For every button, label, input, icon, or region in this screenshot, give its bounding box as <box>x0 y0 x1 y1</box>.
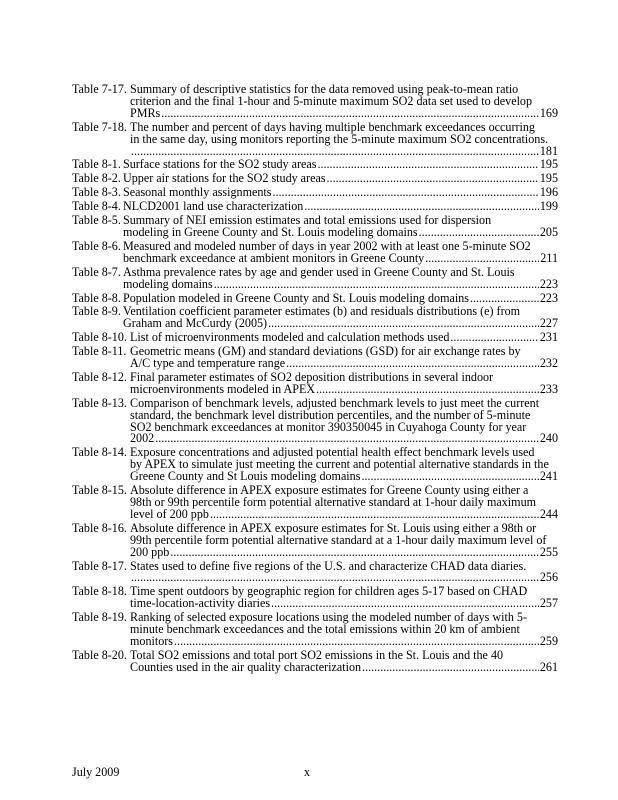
leader-dots <box>327 173 539 185</box>
toc-entry[interactable] <box>72 485 558 521</box>
toc-entry-text: NLCD2001 land use characterization <box>123 199 304 214</box>
toc-entry-page: 169 <box>539 105 558 120</box>
leader-dots <box>450 332 538 344</box>
leader-dots <box>271 598 539 610</box>
toc-entry-label: Table 8-2. <box>72 171 121 186</box>
toc-entry-label: Table 7-17. <box>72 82 127 96</box>
toc-entry-line <box>130 105 558 120</box>
toc-entry-page: 181 <box>539 143 558 158</box>
toc-entry-page: 259 <box>539 633 558 648</box>
toc-entry-page: 257 <box>539 596 558 611</box>
toc-entry-page: 244 <box>539 506 558 521</box>
leader-dots <box>362 662 539 674</box>
toc-entry[interactable] <box>72 84 558 120</box>
toc-entry-label: Table 8-20. <box>72 647 127 662</box>
toc-entry-label: Table 8-9. <box>72 304 121 319</box>
toc-entry-page: 196 <box>539 185 558 200</box>
toc-entry-text: Final parameter estimates of SO2 deposition distributions in several indoor <box>130 369 494 384</box>
toc-entry[interactable] <box>72 612 558 648</box>
leader-dots <box>268 318 539 330</box>
toc-entry-line <box>130 598 558 610</box>
toc-entry-text: 200 ppb <box>130 544 170 559</box>
toc-entry-text: modeling domains <box>123 276 213 291</box>
toc-entry-line <box>130 572 558 584</box>
toc-entry-line <box>130 93 558 108</box>
toc-entry-text: Absolute difference in APEX exposure estimates for Greene County using either a <box>130 483 529 498</box>
toc-entry-page: 195 <box>539 157 558 172</box>
toc-entry[interactable] <box>72 290 558 305</box>
toc-entry-text: monitors <box>130 633 174 648</box>
toc-entry-text: PMRs <box>130 105 161 120</box>
toc-entry-text: The number and percent of days having multiple benchmark exceedances occurring <box>130 119 535 134</box>
toc-entry-line <box>130 419 558 434</box>
toc-entry[interactable] <box>72 119 558 158</box>
toc-entry-label: Table 8-13. <box>72 395 127 410</box>
toc-entry-text: Counties used in the air quality characterization <box>130 659 362 674</box>
toc-entry-line <box>130 358 558 370</box>
toc-entry-line <box>130 532 558 547</box>
toc-entry-text: Upper air stations for the SO2 study areas <box>123 171 326 186</box>
toc-entry-text: minute benchmark exceedances and the total emissions within 20 km of ambient <box>130 622 520 637</box>
toc-entry-page: 241 <box>539 469 558 484</box>
toc-entry-text: List of microenvironments modeled and calculation methods used <box>130 330 450 345</box>
toc-entry-text: A/C type and temperature range <box>130 356 286 371</box>
toc-entry-line <box>123 187 558 199</box>
toc-entry-line <box>130 471 558 483</box>
toc-entry-text: Measured and modeled number of days in year 2002 with at least one 5-minute SO2 <box>123 238 531 253</box>
toc-entry-line <box>123 201 558 213</box>
toc-entry-text: Graham and McCurdy (2005) <box>123 316 268 331</box>
toc-entry-line <box>130 558 558 573</box>
toc-entry-label: Table 8-7. <box>72 264 121 279</box>
footer-page-number: x <box>304 765 311 779</box>
toc-entry-line <box>123 159 558 171</box>
toc-entry-label: Table 8-18. <box>72 584 127 599</box>
leader-dots <box>304 201 539 213</box>
toc-entry-text: 98th or 99th percentile form potential alternative standard at 1-hour daily maximum <box>130 495 537 509</box>
toc-entry-page: 205 <box>539 224 558 239</box>
toc-entry-text: modeling in Greene County and St. Louis modeling domains <box>123 224 418 239</box>
toc-entry-line <box>123 290 558 305</box>
toc-entry-text: 99th percentile form potential alternative standard at a 1-hour daily maximum level of <box>130 532 547 547</box>
toc-entry-text: Comparison of benchmark levels, adjusted benchmark levels to just meet the current <box>130 395 540 410</box>
toc-entry[interactable] <box>72 306 558 330</box>
toc-entry-line <box>130 544 558 559</box>
toc-entry-line <box>123 250 558 265</box>
toc-entry-text: microenvironments modeled in APEX <box>130 381 316 396</box>
toc-entry[interactable] <box>72 346 558 370</box>
toc-entry-page: 211 <box>540 250 558 265</box>
toc-entry-page: 240 <box>539 431 558 446</box>
toc-entry[interactable] <box>72 369 558 396</box>
toc-entry-label: Table 8-4. <box>72 199 121 214</box>
toc-entry-line <box>130 506 558 521</box>
toc-entry[interactable] <box>72 264 558 291</box>
toc-entry[interactable] <box>72 215 558 239</box>
toc-entry-label: Table 8-5. <box>72 213 121 228</box>
leader-dots <box>361 471 538 483</box>
toc-entry-label: Table 8-1. <box>72 157 121 172</box>
toc-entry-page: 227 <box>539 316 558 331</box>
toc-entry-text: in the same day, using monitors reporting the 5-minute maximum SO2 concentrations. <box>130 131 549 146</box>
toc-entry[interactable] <box>72 187 558 199</box>
toc-entry-text: by APEX to simulate just meeting the current and potential alternative standards in the <box>130 457 549 472</box>
leader-dots <box>286 358 539 370</box>
toc-entry-text: Time spent outdoors by geographic region for children ages 5-17 based on CHAD <box>130 584 528 599</box>
toc-entry[interactable] <box>72 647 558 674</box>
toc-entry-page: 223 <box>539 276 558 291</box>
toc-entry-line <box>123 173 558 185</box>
toc-entry[interactable] <box>72 586 558 610</box>
toc-entry-line <box>130 659 558 674</box>
toc-entry-line <box>130 332 558 344</box>
toc-entry-label: Table 8-14. <box>72 445 127 460</box>
toc-entry-page: 256 <box>539 570 558 585</box>
toc-entry[interactable] <box>72 238 558 265</box>
toc-entry-label: Table 8-8. <box>72 290 121 305</box>
toc-entry-line <box>130 143 558 158</box>
toc-entry-text: Summary of descriptive statistics for the data removed using peak-to-mean ratio <box>130 82 519 96</box>
leader-dots <box>170 547 539 559</box>
leader-dots <box>470 293 539 305</box>
leader-dots <box>419 227 539 239</box>
leader-dots <box>131 146 539 158</box>
toc-entry-line <box>130 131 558 146</box>
table-of-tables <box>72 84 558 676</box>
toc-entry-line <box>123 276 558 291</box>
leader-dots <box>214 279 539 291</box>
toc-entry-label: Table 8-10. <box>72 330 127 345</box>
toc-entry-text: Ranking of selected exposure locations using the modeled number of days with 5- <box>130 610 527 625</box>
toc-entry-label: Table 8-16. <box>72 520 127 535</box>
toc-entry-page: 233 <box>539 381 558 396</box>
toc-entry-label: Table 8-6. <box>72 238 121 253</box>
leader-dots <box>316 384 539 396</box>
toc-entry-label: Table 8-11. <box>72 344 127 359</box>
toc-entry-page: 195 <box>539 171 558 186</box>
toc-entry-text: SO2 benchmark exceedances at monitor 390350045 in Cuyahoga County for year <box>130 419 527 434</box>
toc-entry-line <box>123 318 558 330</box>
toc-entry-line <box>123 224 558 239</box>
toc-entry-label: Table 8-3. <box>72 185 121 200</box>
toc-entry-text: Absolute difference in APEX exposure estimates for St. Louis using either a 98th or <box>130 520 537 535</box>
leader-dots <box>131 572 539 584</box>
leader-dots <box>272 187 538 199</box>
toc-entry[interactable] <box>72 159 558 171</box>
toc-entry-label: Table 7-18. <box>72 119 127 134</box>
toc-entry-page: 199 <box>539 199 558 214</box>
toc-entry-page: 255 <box>539 544 558 559</box>
toc-entry-text: States used to define five regions of the U.S. and characterize CHAD data diaries. <box>130 558 527 573</box>
toc-entry[interactable] <box>72 520 558 559</box>
toc-entry[interactable] <box>72 201 558 213</box>
toc-entry-label: Table 8-17. <box>72 558 127 573</box>
toc-entry-line <box>130 381 558 396</box>
toc-entry-label: Table 8-12. <box>72 369 127 384</box>
toc-entry-page: 231 <box>539 330 558 345</box>
toc-entry[interactable] <box>72 332 558 344</box>
toc-entry-line <box>130 633 558 648</box>
leader-dots <box>210 509 539 521</box>
toc-entry-text: Geometric means (GM) and standard deviations (GSD) for air exchange rates by <box>130 344 521 359</box>
leader-dots <box>317 159 538 171</box>
leader-dots <box>174 636 539 648</box>
footer-date: July 2009 <box>72 765 120 779</box>
toc-entry-page: 261 <box>539 659 558 674</box>
toc-entry-text: Asthma prevalence rates by age and gender used in Greene County and St. Louis <box>123 264 515 279</box>
toc-entry-text: Exposure concentrations and adjusted potential health effect benchmark levels used <box>130 445 535 460</box>
toc-entry[interactable] <box>72 395 558 446</box>
toc-entry-text: Total SO2 emissions and total port SO2 emissions in the St. Louis and the 40 <box>130 647 504 662</box>
toc-entry-text: 2002 <box>130 431 155 446</box>
toc-entry-label: Table 8-19. <box>72 610 127 625</box>
toc-entry-line <box>130 624 558 636</box>
toc-entry-text: criterion and the final 1-hour and 5-minute maximum SO2 data set used to develop <box>130 93 533 108</box>
toc-entry-text: benchmark exceedance at ambient monitors in Greene County <box>123 250 425 265</box>
toc-entry-text: standard, the benchmark level distribution percentiles, and the number of 5-minute <box>130 407 531 422</box>
toc-entry-text: Seasonal monthly assignments <box>123 185 272 200</box>
toc-entry-text: level of 200 ppb <box>130 506 209 521</box>
leader-dots <box>155 433 539 445</box>
toc-entry-text: Greene County and St Louis modeling domains <box>130 469 361 484</box>
leader-dots <box>161 108 539 120</box>
toc-entry-text: Population modeled in Greene County and St. Louis modeling domains <box>123 290 469 305</box>
toc-entry-label: Table 8-15. <box>72 483 127 498</box>
toc-entry-page: 223 <box>539 290 558 305</box>
toc-entry-line <box>130 433 558 445</box>
toc-entry[interactable] <box>72 558 558 585</box>
toc-entry-text: Ventilation coefficient parameter estimates (b) and residuals distributions (e) from <box>123 304 521 319</box>
toc-entry-text: Surface stations for the SO2 study areas <box>123 157 317 172</box>
toc-entry[interactable] <box>72 173 558 185</box>
leader-dots <box>425 253 539 265</box>
toc-entry-text: Summary of NEI emission estimates and total emissions used for dispersion <box>123 213 492 228</box>
toc-entry[interactable] <box>72 447 558 483</box>
toc-entry-text: time-location-activity diaries <box>130 596 271 611</box>
toc-entry-page: 232 <box>539 356 558 371</box>
